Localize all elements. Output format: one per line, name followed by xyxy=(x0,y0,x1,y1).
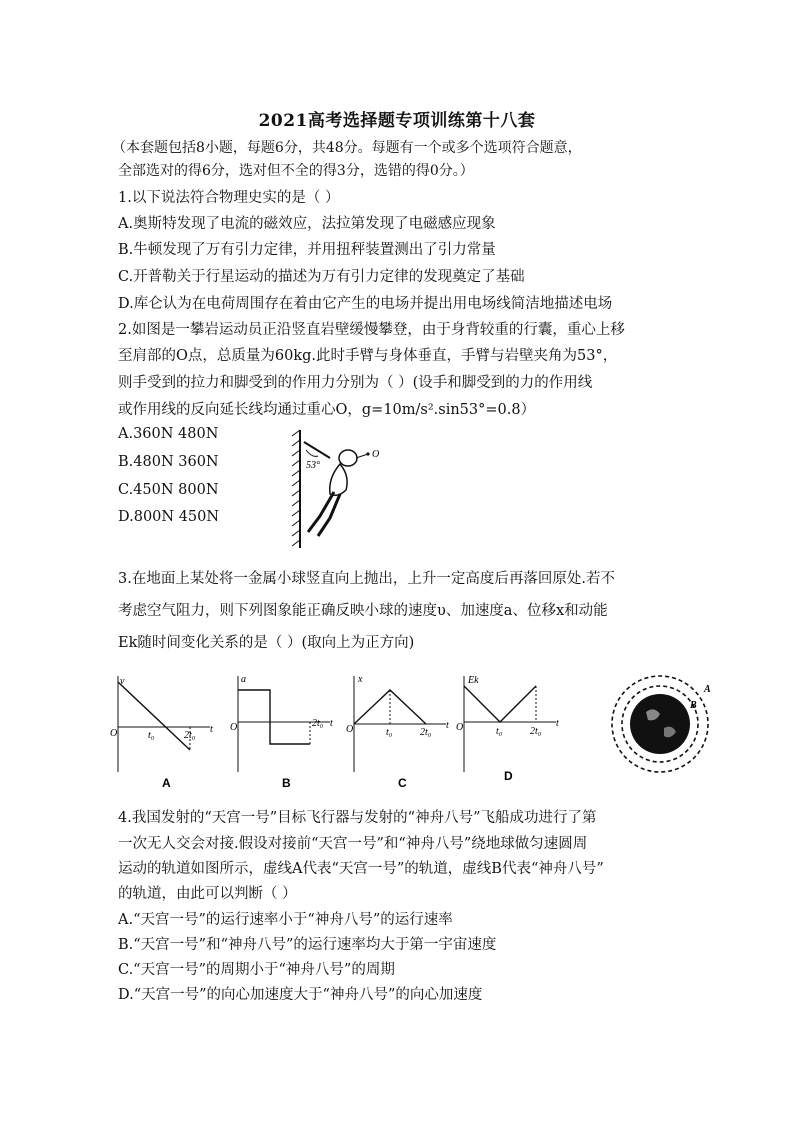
orbit-figure xyxy=(606,668,718,778)
q4-stem-1: 4.我国发射的“天宫一号”目标飞行器与发射的“神舟八号”飞船成功进行了第 xyxy=(118,810,597,826)
graph-b-origin: O xyxy=(230,722,238,733)
graph-d-t: t xyxy=(556,718,559,729)
intro-line-1: （本套题包括8小题，每题6分，共48分。每题有一个或多个选项符合题意， xyxy=(112,140,582,156)
graph-c-t: t xyxy=(446,720,449,731)
graph-b-ylabel: a xyxy=(241,674,246,685)
q2-option-d: D.800N 450N xyxy=(118,509,220,525)
graph-c-ylabel: x xyxy=(358,674,363,685)
q4-stem-3: 运动的轨道如图所示，虚线A代表“天宫一号”的轨道，虚线B代表“神舟八号” xyxy=(118,861,604,877)
q1-option-d: D.库仑认为在电荷周围存在着由它产生的电场并提出用电场线简洁地描述电场 xyxy=(118,296,613,312)
graph-c-caption: C xyxy=(398,776,407,790)
q2-stem-2: 至肩部的O点，总质量为60kg.此时手臂与身体垂直，手臂与岩壁夹角为53°， xyxy=(118,348,618,364)
q4-option-d: D.“天宫一号”的向心加速度大于“神舟八号”的向心加速度 xyxy=(118,987,483,1003)
q2-stem-4: 或作用线的反向延长线均通过重心O，g=10m/s².sin53°=0.8） xyxy=(118,402,536,418)
earth-icon xyxy=(630,694,690,754)
q2-stem-1: 2.如图是一攀岩运动员正沿竖直岩壁缓慢攀登，由于身背较重的行囊，重心上移 xyxy=(118,322,625,338)
graph-b-2t0: 2t₀ xyxy=(312,718,324,729)
graph-b-caption: B xyxy=(282,776,291,790)
graph-a-2t0: 2t₀ xyxy=(184,730,196,741)
q4-stem-2: 一次无人交会对接.假设对接前“天宫一号”和“神舟八号”绕地球做匀速圆周 xyxy=(118,836,588,852)
graph-c xyxy=(346,672,456,790)
graph-d-2t0: 2t₀ xyxy=(530,726,542,737)
graph-a-origin: O xyxy=(110,728,118,739)
q1-stem: 1.以下说法符合物理史实的是（ ） xyxy=(118,190,340,206)
q1-option-b: B.牛顿发现了万有引力定律，并用扭秤装置测出了引力常量 xyxy=(118,242,496,258)
graph-d-origin: O xyxy=(456,722,464,733)
q2-option-c: C.450N 800N xyxy=(118,482,219,498)
intro-line-2: 全部选对的得6分，选对但不全的得3分，选错的得0分。） xyxy=(118,163,474,179)
q4-option-b: B.“天宫一号”和“神舟八号”的运行速率均大于第一宇宙速度 xyxy=(118,937,497,953)
orbit-a-label: A xyxy=(704,684,711,695)
q2-option-b: B.480N 360N xyxy=(118,454,219,470)
graph-b xyxy=(230,672,340,790)
page-title: 2021高考选择题专项训练第十八套 xyxy=(258,111,536,131)
q1-option-c: C.开普勒关于行星运动的描述为万有引力定律的发现奠定了基础 xyxy=(118,269,525,285)
q4-option-c: C.“天宫一号”的周期小于“神舟八号”的周期 xyxy=(118,962,395,978)
graph-b-t: t xyxy=(330,718,333,729)
graph-a-caption: A xyxy=(162,776,171,790)
q3-stem-2: 考虑空气阻力，则下列图象能正确反映小球的速度υ、加速度a、位移x和动能 xyxy=(118,603,608,619)
q3-stem-1: 3.在地面上某处将一金属小球竖直向上抛出，上升一定高度后再落回原处.若不 xyxy=(118,571,615,587)
q1-option-a: A.奥斯特发现了电流的磁效应，法拉第发现了电磁感应现象 xyxy=(118,216,496,232)
orbit-b-label: B xyxy=(690,700,697,711)
q3-stem-3: Ek随时间变化关系的是（ ）(取向上为正方向) xyxy=(118,635,415,651)
graph-d-ylabel: Ek xyxy=(468,675,479,686)
graph-a-ylabel: v xyxy=(120,676,125,687)
point-o-label: O xyxy=(372,449,380,460)
q2-stem-3: 则手受到的拉力和脚受到的作用力分别为（ ）(设手和脚受到的力的作用线 xyxy=(118,375,593,391)
graph-c-origin: O xyxy=(346,724,354,735)
q4-option-a: A.“天宫一号”的运行速率小于“神舟八号”的运行速率 xyxy=(118,912,453,928)
graph-c-t0: t₀ xyxy=(386,727,393,738)
q2-option-a: A.360N 480N xyxy=(118,426,219,442)
climber-figure xyxy=(290,428,390,552)
graph-a xyxy=(110,672,220,790)
graph-d-t0: t₀ xyxy=(496,726,503,737)
graph-d xyxy=(456,672,566,790)
angle-label: 53° xyxy=(306,460,320,471)
graph-d-caption: D xyxy=(504,769,513,783)
graph-a-t0: t₀ xyxy=(148,730,155,741)
graph-c-2t0: 2t₀ xyxy=(420,727,432,738)
q4-stem-4: 的轨道，由此可以判断（ ） xyxy=(118,886,297,902)
graph-a-t: t xyxy=(210,724,213,735)
